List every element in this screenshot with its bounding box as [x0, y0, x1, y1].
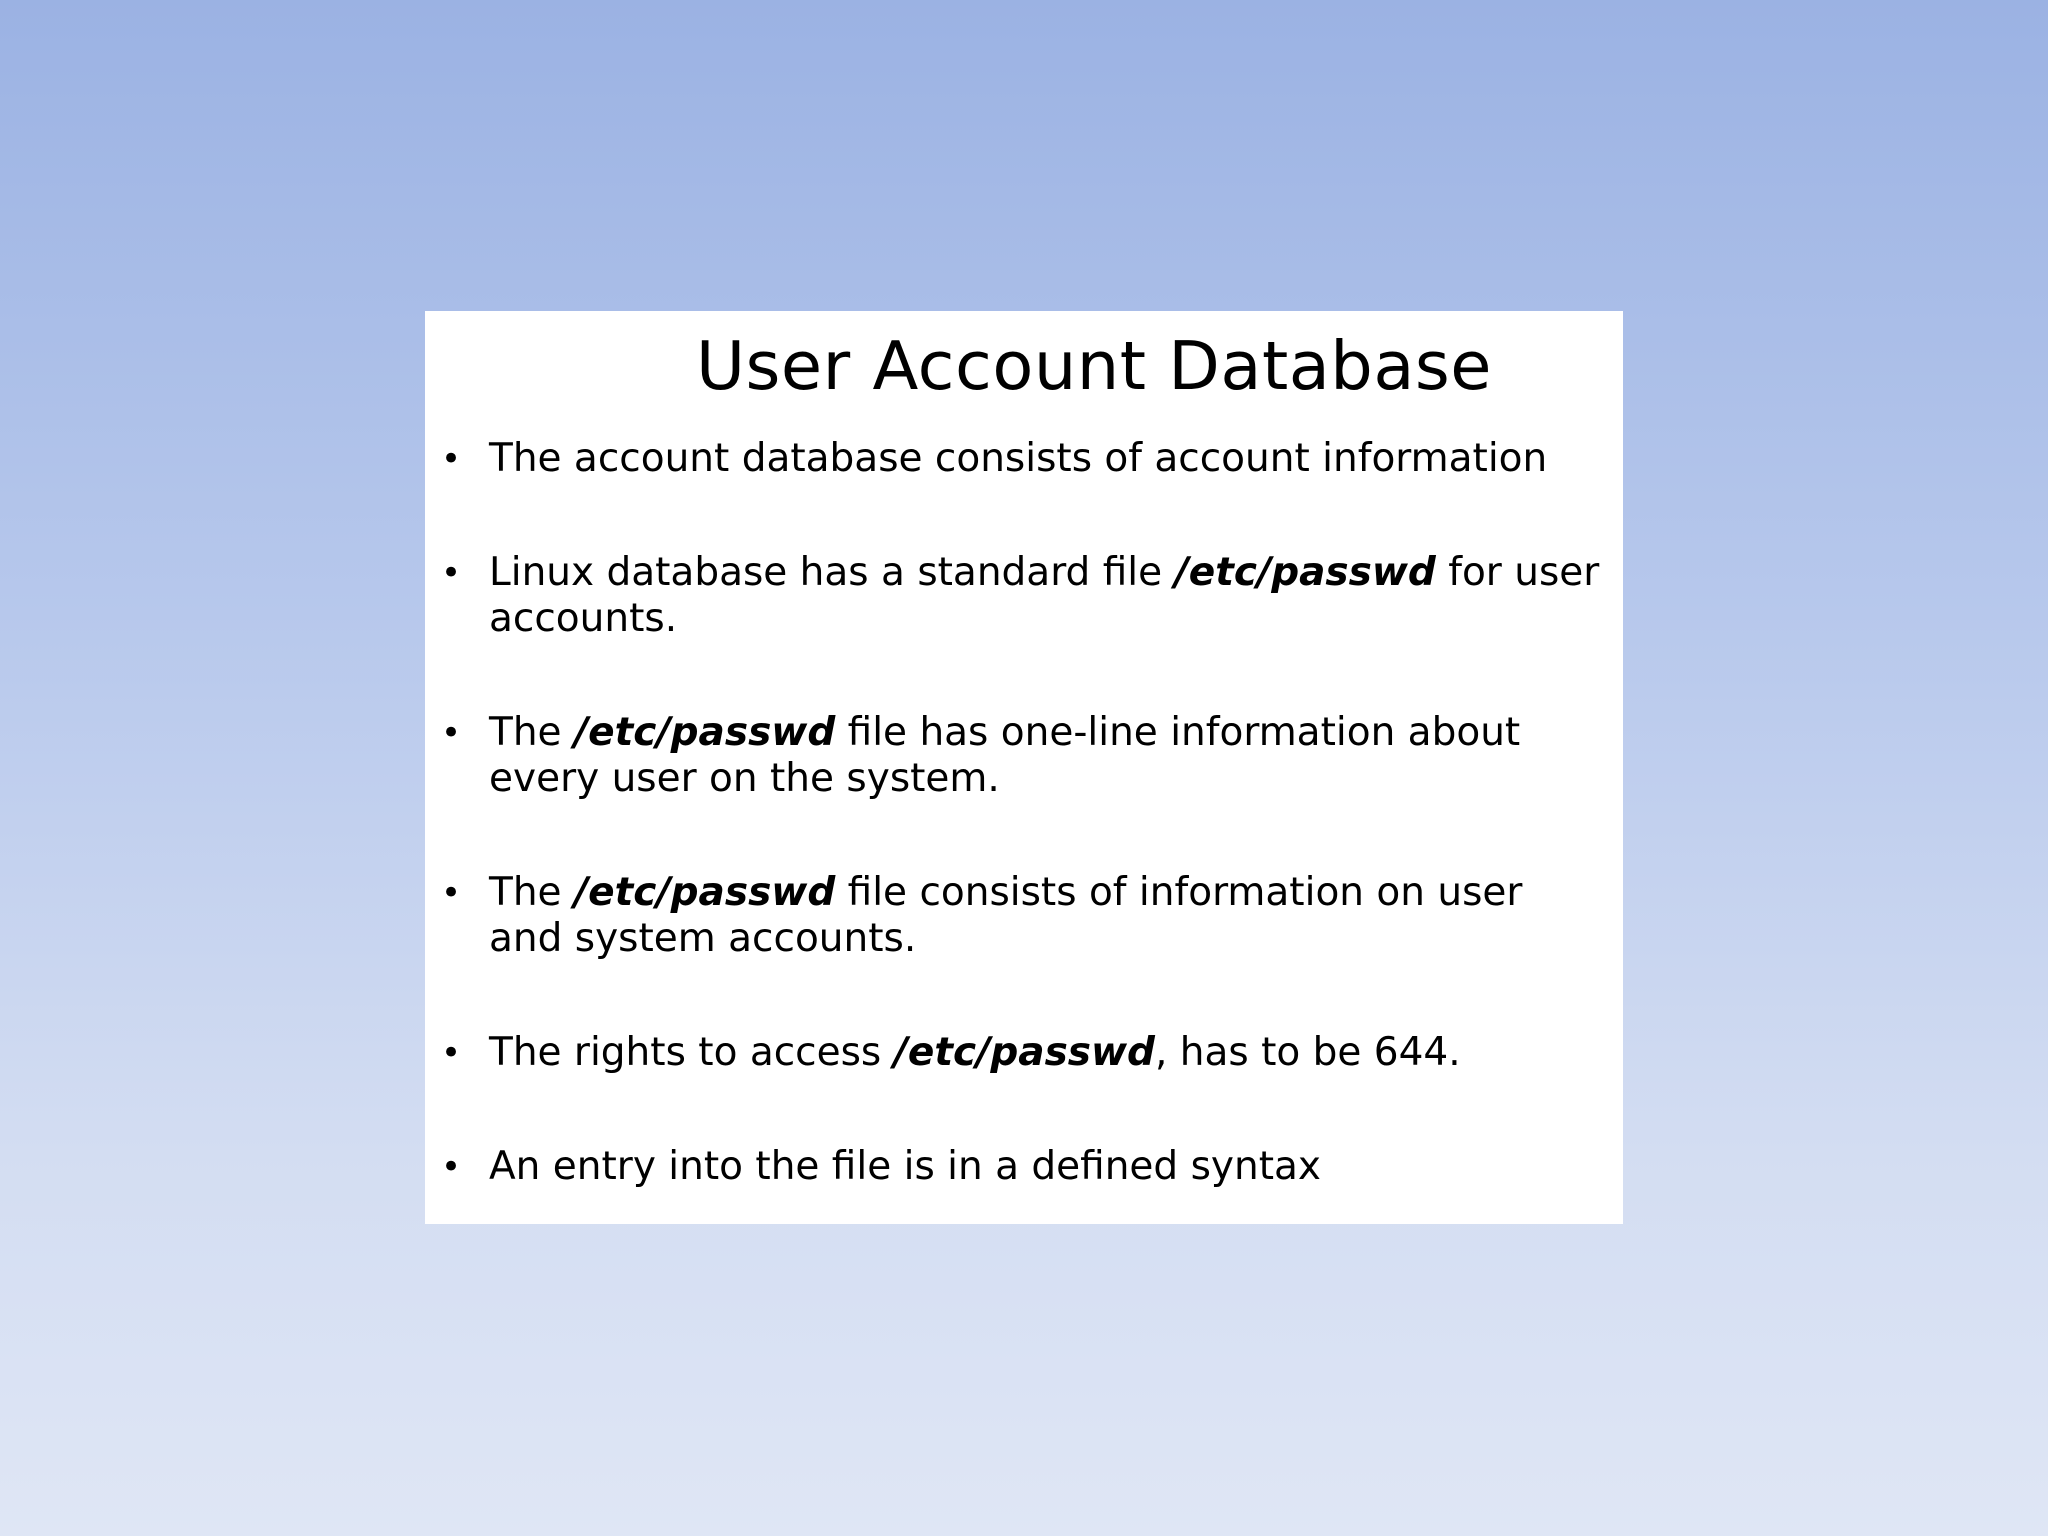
- file-path: /etc/passwd: [573, 870, 836, 915]
- bullet-text: file consists of information on user and system accounts.: [489, 870, 1523, 961]
- file-path: /etc/passwd: [573, 710, 836, 755]
- bullet-item: [425, 870, 1623, 962]
- bullet-icon: •: [441, 1147, 462, 1187]
- bullet-icon: •: [441, 1033, 462, 1073]
- slide-card: [425, 311, 1623, 1224]
- bullet-icon: •: [441, 713, 462, 753]
- bullet-item: [425, 1144, 1623, 1190]
- bullet-text: Linux database has a standard file: [489, 550, 1175, 595]
- bullet-item: [425, 1030, 1623, 1076]
- bullet-icon: •: [441, 439, 462, 479]
- bullet-icon: •: [441, 553, 462, 593]
- bullet-item: [425, 710, 1623, 802]
- bullet-text: The: [489, 710, 574, 755]
- bullet-icon: •: [441, 873, 462, 913]
- slide-title: User Account Database: [695, 327, 1493, 405]
- file-path: /etc/passwd: [893, 1030, 1155, 1075]
- bullet-text: The: [489, 870, 574, 915]
- bullet-text: file has one-line information about every user on the system.: [489, 710, 1521, 801]
- bullet-item: [425, 550, 1623, 642]
- bullet-item: [425, 436, 1623, 482]
- bullet-text: The rights to access: [489, 1030, 894, 1075]
- bullet-text: An entry into the file is in a defined syntax: [489, 1144, 1321, 1189]
- bullet-text: The account database consists of account information: [489, 436, 1548, 481]
- bullet-text: for user accounts.: [489, 550, 1600, 641]
- bullet-list: [425, 436, 1623, 1258]
- file-path: /etc/passwd: [1174, 550, 1436, 595]
- bullet-text: , has to be 644.: [1154, 1030, 1461, 1075]
